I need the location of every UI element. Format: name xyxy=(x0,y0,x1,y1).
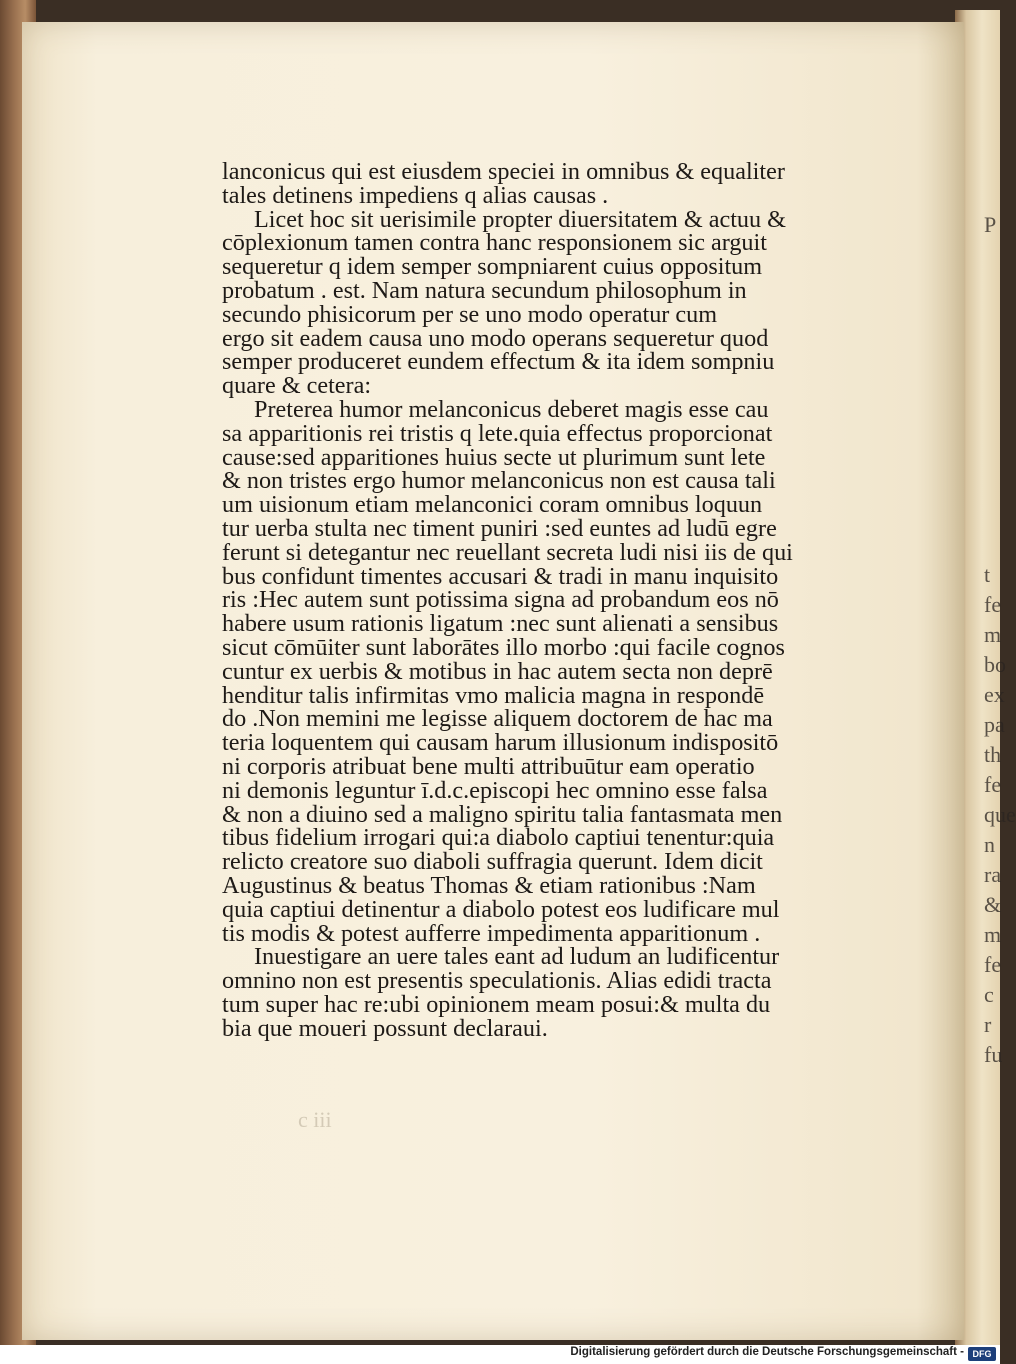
facing-page-fragment: P xyxy=(984,212,997,237)
text-line: tibus fidelium irrogari qui:a diabolo captiui tenentur:quia xyxy=(222,824,775,852)
text-line: cōplexionum tamen contra hanc responsionem sic arguit xyxy=(222,229,767,257)
footer-credit: Digitalisierung gefördert durch die Deutsche Forschungsgemeinschaft - xyxy=(570,1346,964,1358)
facing-page-fragment: t xyxy=(984,562,991,587)
facing-page-fragment: ex xyxy=(984,682,1005,707)
text-line: Augustinus & beatus Thomas & etiam rationibus :Nam xyxy=(222,871,756,899)
text-line: henditur talis infirmitas vmo malicia magna in respondē xyxy=(222,681,765,709)
text-line: ferunt si detegantur nec reuellant secreta ludi nisi iis de qui xyxy=(222,538,793,566)
facing-page-fragment: r xyxy=(984,1012,992,1037)
text-line: ni demonis leguntur ī.d.c.episcopi hec omnino esse falsa xyxy=(222,776,768,804)
facing-page-fragment: c xyxy=(984,982,994,1007)
text-line: Preterea humor melanconicus deberet magis esse cau xyxy=(254,395,769,423)
text-line: teria loquentem qui causam harum illusionum indispositō xyxy=(222,729,779,757)
text-line: quare & cetera: xyxy=(222,372,372,400)
text-line: um uisionum etiam melanconici coram omnibus loquun xyxy=(222,491,763,519)
text-line: tis modis & potest aufferre impedimenta apparitionum . xyxy=(222,919,761,947)
text-line: lanconicus qui est eiusdem speciei in omnibus & equaliter xyxy=(222,158,785,185)
signature-mark-text: c iii xyxy=(298,1107,332,1132)
footer-bar xyxy=(0,1345,1000,1364)
facing-page-fragment: fe xyxy=(984,592,1002,617)
signature-mark xyxy=(236,1108,856,1132)
text-line: semper produceret eundem effectum & ita idem sompniu xyxy=(222,348,775,376)
facing-page-fragment: bo xyxy=(984,652,1006,677)
facing-page-text xyxy=(984,160,1016,1070)
facing-page-fragment: ra xyxy=(984,862,1002,887)
text-line: relicto creatore suo diaboli suffragia querunt. Idem dicit xyxy=(222,848,763,876)
facing-page-fragment: n xyxy=(984,832,995,857)
text-line: Licet hoc sit uerisimile propter diuersitatem & actuu & xyxy=(254,205,786,233)
text-line: do .Non memini me legisse aliquem doctorem de hac ma xyxy=(222,705,773,733)
text-line: ni corporis atribuat bene multi attribuūtur eam operatio xyxy=(222,752,755,780)
text-line: omnino non est presentis speculationis. Alias edidi tracta xyxy=(222,967,772,995)
dfg-logo-icon: DFG xyxy=(968,1347,996,1361)
text-line: sicut cōmūiter sunt laborātes illo morbo :qui facile cognos xyxy=(222,633,785,661)
printed-text-block xyxy=(222,160,856,1040)
text-line: probatum . est. Nam natura secundum philosophum in xyxy=(222,276,747,304)
text-line: sequeretur q idem semper sompniarent cuius oppositum xyxy=(222,253,763,281)
facing-page-fragment: pa xyxy=(984,712,1005,737)
text-line: secundo phisicorum per se uno modo operatur cum xyxy=(222,300,718,328)
text-line: sa apparitionis rei tristis q lete.quia effectus proporcionat xyxy=(222,419,773,447)
facing-page-fragment: que xyxy=(984,802,1016,827)
text-line: cause:sed apparitiones huius secte ut plurimum sunt lete xyxy=(222,443,766,471)
facing-page-fragment: th xyxy=(984,742,1002,767)
text-line: quia captiui detinentur a diabolo potest eos ludificare mul xyxy=(222,895,780,923)
text-line: Inuestigare an uere tales eant ad ludum an ludificentur xyxy=(254,943,780,971)
text-line: tum super hac re:ubi opinionem meam posui:& multa du xyxy=(222,990,771,1018)
facing-page-fragment: m xyxy=(984,922,1002,947)
text-line: tales detinens impediens q alias causas . xyxy=(222,181,609,209)
facing-page-fragment: fu xyxy=(984,1042,1003,1067)
text-line: bus confidunt timentes accusari & tradi in manu inquisito xyxy=(222,562,779,590)
text-line: tur uerba stulta nec timent puniri :sed euntes ad ludū egre xyxy=(222,514,777,542)
facing-page-fragment: m xyxy=(984,622,1002,647)
text-line: & non tristes ergo humor melanconicus non est causa tali xyxy=(222,467,776,495)
text-line: ris :Hec autem sunt potissima signa ad probandum eos nō xyxy=(222,586,779,614)
text-line: & non a diuino sed a maligno spiritu talia fantasmata men xyxy=(222,800,783,828)
facing-page-fragment: fe xyxy=(984,952,1002,977)
text-line: bia que moueri possunt declaraui. xyxy=(222,1014,548,1042)
text-line: cuntur ex uerbis & motibus in hac autem secta non deprē xyxy=(222,657,773,685)
text-line: habere usum rationis ligatum :nec sunt alienati a sensibus xyxy=(222,610,779,638)
facing-page-fragment: fe xyxy=(984,772,1002,797)
facing-page-fragment: & xyxy=(984,892,1002,917)
text-line: ergo sit eadem causa uno modo operans sequeretur quod xyxy=(222,324,769,352)
